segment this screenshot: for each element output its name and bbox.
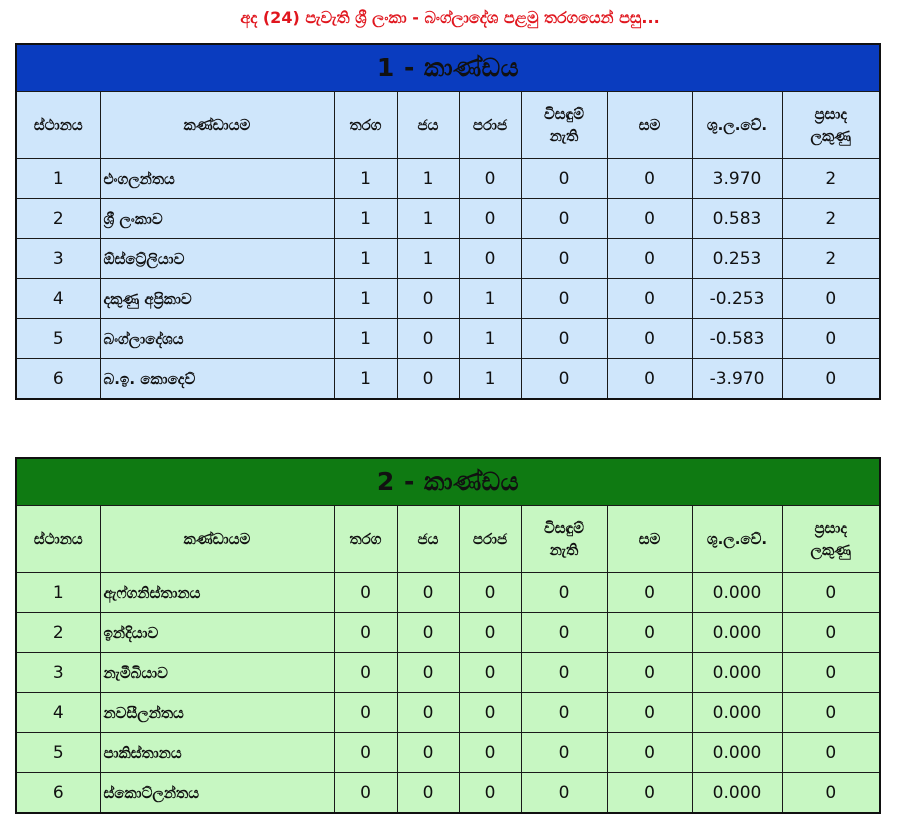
position-cell: 4 <box>16 693 100 733</box>
won-cell: 0 <box>397 693 459 733</box>
no-result-cell: 0 <box>521 573 607 613</box>
lost-cell: 1 <box>459 319 521 359</box>
points-cell: 2 <box>782 159 880 199</box>
col-tied-header: සම <box>607 92 692 159</box>
lost-cell: 0 <box>459 159 521 199</box>
points-cell: 0 <box>782 613 880 653</box>
col-no-result-line1: විසඳුම් <box>543 105 584 123</box>
group-1-header-row <box>16 92 880 159</box>
won-cell: 0 <box>397 613 459 653</box>
played-cell: 0 <box>334 773 397 814</box>
col-points-header <box>782 506 880 573</box>
won-cell: 0 <box>397 319 459 359</box>
points-cell: 0 <box>782 359 880 400</box>
nrr-cell: 0.000 <box>692 733 782 773</box>
played-cell: 0 <box>334 733 397 773</box>
group-2-header-row <box>16 506 880 573</box>
no-result-cell: 0 <box>521 319 607 359</box>
lost-cell: 0 <box>459 239 521 279</box>
table-row <box>16 279 880 319</box>
table-row <box>16 613 880 653</box>
group-2-title: 2 - කාණ්ඩය <box>16 458 880 506</box>
no-result-cell: 0 <box>521 159 607 199</box>
table-row <box>16 199 880 239</box>
nrr-cell: 0.000 <box>692 693 782 733</box>
col-nrr-header: ශු.ල.වේ. <box>692 92 782 159</box>
col-no-result-line2: නැති <box>549 127 579 145</box>
col-no-result-header <box>521 506 607 573</box>
played-cell: 1 <box>334 319 397 359</box>
played-cell: 1 <box>334 239 397 279</box>
table-row <box>16 733 880 773</box>
tied-cell: 0 <box>607 773 692 814</box>
no-result-cell: 0 <box>521 773 607 814</box>
table-row <box>16 653 880 693</box>
no-result-cell: 0 <box>521 279 607 319</box>
nrr-cell: -0.253 <box>692 279 782 319</box>
col-position-header: ස්ථානය <box>16 92 100 159</box>
team-name-cell: බ.ඉ. කොදෙව් <box>100 359 334 400</box>
won-cell: 1 <box>397 199 459 239</box>
won-cell: 0 <box>397 359 459 400</box>
tied-cell: 0 <box>607 613 692 653</box>
lost-cell: 0 <box>459 653 521 693</box>
points-cell: 0 <box>782 773 880 814</box>
points-cell: 0 <box>782 279 880 319</box>
tied-cell: 0 <box>607 693 692 733</box>
col-played-header: තරග <box>334 92 397 159</box>
points-cell: 2 <box>782 199 880 239</box>
group-2-standings-table <box>15 457 881 814</box>
team-name-cell: දකුණු අප්‍රිකාව <box>100 279 334 319</box>
col-points-line2: ලකුණු <box>810 127 851 145</box>
no-result-cell: 0 <box>521 239 607 279</box>
no-result-cell: 0 <box>521 693 607 733</box>
team-name-cell: ස්කොට්ලන්තය <box>100 773 334 814</box>
played-cell: 1 <box>334 279 397 319</box>
points-cell: 0 <box>782 733 880 773</box>
position-cell: 1 <box>16 159 100 199</box>
col-won-header: ජය <box>397 506 459 573</box>
won-cell: 1 <box>397 239 459 279</box>
won-cell: 0 <box>397 279 459 319</box>
position-cell: 4 <box>16 279 100 319</box>
col-points-header <box>782 92 880 159</box>
team-name-cell: ඇෆ්ගනිස්තානය <box>100 573 334 613</box>
team-name-cell: ඉන්දියාව <box>100 613 334 653</box>
tied-cell: 0 <box>607 733 692 773</box>
tied-cell: 0 <box>607 239 692 279</box>
col-points-line1: ප්‍රසාද <box>814 519 848 537</box>
nrr-cell: 0.000 <box>692 653 782 693</box>
col-points-line1: ප්‍රසාද <box>814 105 848 123</box>
points-cell: 2 <box>782 239 880 279</box>
team-name-cell: බංග්ලාදේශය <box>100 319 334 359</box>
col-no-result-line1: විසඳුම් <box>543 519 584 537</box>
tied-cell: 0 <box>607 279 692 319</box>
lost-cell: 0 <box>459 613 521 653</box>
no-result-cell: 0 <box>521 359 607 400</box>
team-name-cell: නවසීලන්තය <box>100 693 334 733</box>
tied-cell: 0 <box>607 653 692 693</box>
table-row <box>16 319 880 359</box>
lost-cell: 0 <box>459 199 521 239</box>
col-team-header: කණ්ඩායම <box>100 506 334 573</box>
col-no-result-line2: නැති <box>549 541 579 559</box>
lost-cell: 1 <box>459 359 521 400</box>
played-cell: 0 <box>334 693 397 733</box>
won-cell: 1 <box>397 159 459 199</box>
won-cell: 0 <box>397 773 459 814</box>
group-1-title: 1 - කාණ්ඩය <box>16 44 880 92</box>
tied-cell: 0 <box>607 319 692 359</box>
played-cell: 0 <box>334 573 397 613</box>
table-row <box>16 773 880 814</box>
won-cell: 0 <box>397 733 459 773</box>
tied-cell: 0 <box>607 199 692 239</box>
points-cell: 0 <box>782 573 880 613</box>
table-row <box>16 159 880 199</box>
group-1-standings-table <box>15 43 881 400</box>
played-cell: 1 <box>334 359 397 400</box>
nrr-cell: 0.253 <box>692 239 782 279</box>
col-team-header: කණ්ඩායම <box>100 92 334 159</box>
col-no-result-header <box>521 92 607 159</box>
points-cell: 0 <box>782 693 880 733</box>
no-result-cell: 0 <box>521 653 607 693</box>
no-result-cell: 0 <box>521 733 607 773</box>
col-lost-header: පරාජ <box>459 506 521 573</box>
played-cell: 0 <box>334 613 397 653</box>
col-lost-header: පරාජ <box>459 92 521 159</box>
points-cell: 0 <box>782 319 880 359</box>
nrr-cell: 0.583 <box>692 199 782 239</box>
table-row <box>16 573 880 613</box>
no-result-cell: 0 <box>521 613 607 653</box>
lost-cell: 0 <box>459 773 521 814</box>
position-cell: 6 <box>16 359 100 400</box>
tied-cell: 0 <box>607 359 692 400</box>
points-cell: 0 <box>782 653 880 693</box>
table-row <box>16 239 880 279</box>
col-won-header: ජය <box>397 92 459 159</box>
played-cell: 0 <box>334 653 397 693</box>
played-cell: 1 <box>334 199 397 239</box>
col-position-header: ස්ථානය <box>16 506 100 573</box>
team-name-cell: ශ්‍රී ලංකාව <box>100 199 334 239</box>
position-cell: 5 <box>16 733 100 773</box>
page-heading: අද (24) පැවැති ශ්‍රී ලංකා - බංග්ලාදේශ පළමු තරගයෙන් පසු... <box>240 8 660 27</box>
nrr-cell: 0.000 <box>692 573 782 613</box>
col-tied-header: සම <box>607 506 692 573</box>
position-cell: 5 <box>16 319 100 359</box>
table-row <box>16 693 880 733</box>
position-cell: 2 <box>16 199 100 239</box>
position-cell: 1 <box>16 573 100 613</box>
tied-cell: 0 <box>607 573 692 613</box>
col-points-line2: ලකුණු <box>810 541 851 559</box>
col-nrr-header: ශු.ල.වේ. <box>692 506 782 573</box>
team-name-cell: ඕස්ට්‍රේලියාව <box>100 239 334 279</box>
nrr-cell: -3.970 <box>692 359 782 400</box>
lost-cell: 0 <box>459 733 521 773</box>
lost-cell: 1 <box>459 279 521 319</box>
position-cell: 6 <box>16 773 100 814</box>
team-name-cell: පාකිස්තානය <box>100 733 334 773</box>
team-name-cell: නැමීබියාව <box>100 653 334 693</box>
won-cell: 0 <box>397 653 459 693</box>
team-name-cell: එංගලන්තය <box>100 159 334 199</box>
table-row <box>16 359 880 400</box>
no-result-cell: 0 <box>521 199 607 239</box>
nrr-cell: 3.970 <box>692 159 782 199</box>
nrr-cell: 0.000 <box>692 773 782 814</box>
col-played-header: තරග <box>334 506 397 573</box>
position-cell: 2 <box>16 613 100 653</box>
tied-cell: 0 <box>607 159 692 199</box>
nrr-cell: -0.583 <box>692 319 782 359</box>
lost-cell: 0 <box>459 693 521 733</box>
played-cell: 1 <box>334 159 397 199</box>
position-cell: 3 <box>16 653 100 693</box>
nrr-cell: 0.000 <box>692 613 782 653</box>
position-cell: 3 <box>16 239 100 279</box>
won-cell: 0 <box>397 573 459 613</box>
lost-cell: 0 <box>459 573 521 613</box>
